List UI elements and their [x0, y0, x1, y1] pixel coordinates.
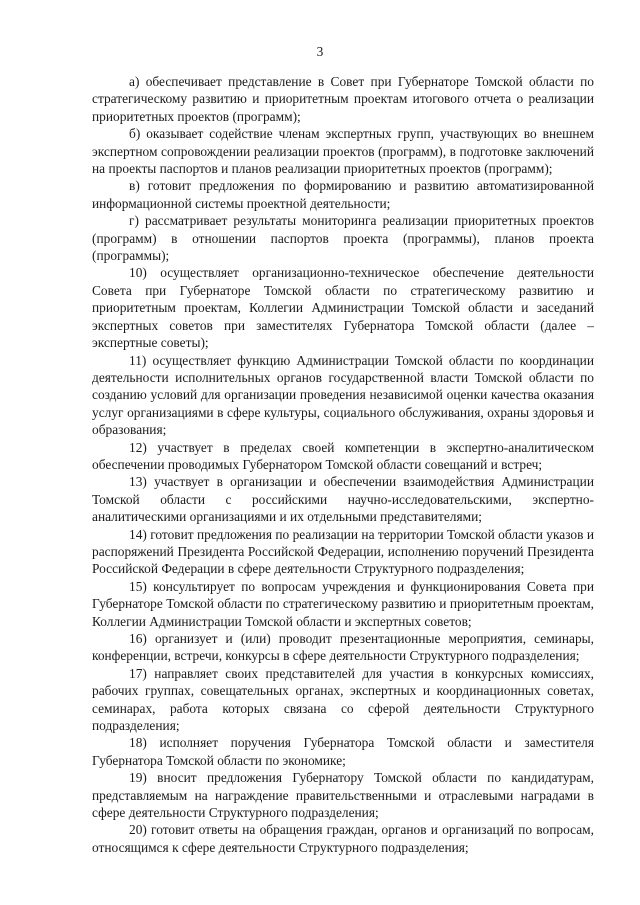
paragraph-15: 15) консультирует по вопросам учреждения и функционирования Совета при Губернаторе Томской области по стратегическому развитию и приоритетным проектам, Коллегии Администрации Томской области и экспертных советов; [92, 578, 594, 629]
page-number: 3 [316, 44, 324, 59]
document-body [92, 73, 594, 856]
paragraph-b: б) оказывает содействие членам экспертных групп, участвующих во внешнем экспертном сопровождении реализации проектов (программ), в подготовке заключений на проекты паспортов и планов реализации приоритетных проектов (программ); [92, 126, 594, 177]
paragraph-v: в) готовит предложения по формированию и развитию автоматизированной информационной системы проектной деятельности; [92, 178, 594, 211]
paragraph-20: 20) готовит ответы на обращения граждан, органов и организаций по вопросам, относящимся к сфере деятельности Структурного подразделения; [92, 822, 594, 855]
paragraph-11: 11) осуществляет функцию Администрации Томской области по координации деятельности исполнительных органов государственной власти Томской области по созданию условий для организации проведения независимой оценки качества оказания услуг организациями в сфере культуры, социального обслуживания, охраны здоровья и образования; [92, 352, 594, 438]
paragraph-19: 19) вносит предложения Губернатору Томской области по кандидатурам, представляемым на награждение правительственными и отраслевыми наградами в сфере деятельности Структурного подразделения; [92, 770, 594, 821]
paragraph-17: 17) направляет своих представителей для участия в конкурсных комиссиях, рабочих группах, совещательных органах, экспертных и координационных советах, семинарах, работа которых связана со сферой деятельности Структурного подразделения; [92, 665, 594, 734]
paragraph-10: 10) осуществляет организационно-техническое обеспечение деятельности Совета при Губернаторе Томской области по стратегическому развитию и приоритетным проектам, Коллегии Администрации Томской области и заседаний экспертных советов при заместителях Губернатора Томской области (далее – экспертные советы); [92, 265, 594, 351]
paragraph-13: 13) участвует в организации и обеспечении взаимодействия Администрации Томской области с российскими научно-исследовательскими, экспертно-аналитическими организациями и их отдельными представителями; [92, 474, 594, 525]
paragraph-16: 16) организует и (или) проводит презентационные мероприятия, семинары, конференции, встречи, конкурсы в сфере деятельности Структурного подразделения; [92, 631, 594, 664]
paragraph-14: 14) готовит предложения по реализации на территории Томской области указов и распоряжений Президента Российской Федерации, исполнению поручений Президента Российской Федерации в сфере деятельности Структурного подразделения; [92, 526, 594, 577]
paragraph-a: а) обеспечивает представление в Совет при Губернаторе Томской области по стратегическому развитию и приоритетным проектам итогового отчета о реализации приоритетных проектов (программ); [92, 74, 594, 124]
paragraph-12: 12) участвует в пределах своей компетенции в экспертно-аналитическом обеспечении проводимых Губернатором Томской области совещаний и встреч; [92, 439, 594, 472]
paragraph-g: г) рассматривает результаты мониторинга реализации приоритетных проектов (программ) в отношении паспортов проекта (программы), планов проекта (программы); [92, 213, 594, 264]
paragraph-18: 18) исполняет поручения Губернатора Томской области и заместителя Губернатора Томской области по экономике; [92, 735, 594, 768]
